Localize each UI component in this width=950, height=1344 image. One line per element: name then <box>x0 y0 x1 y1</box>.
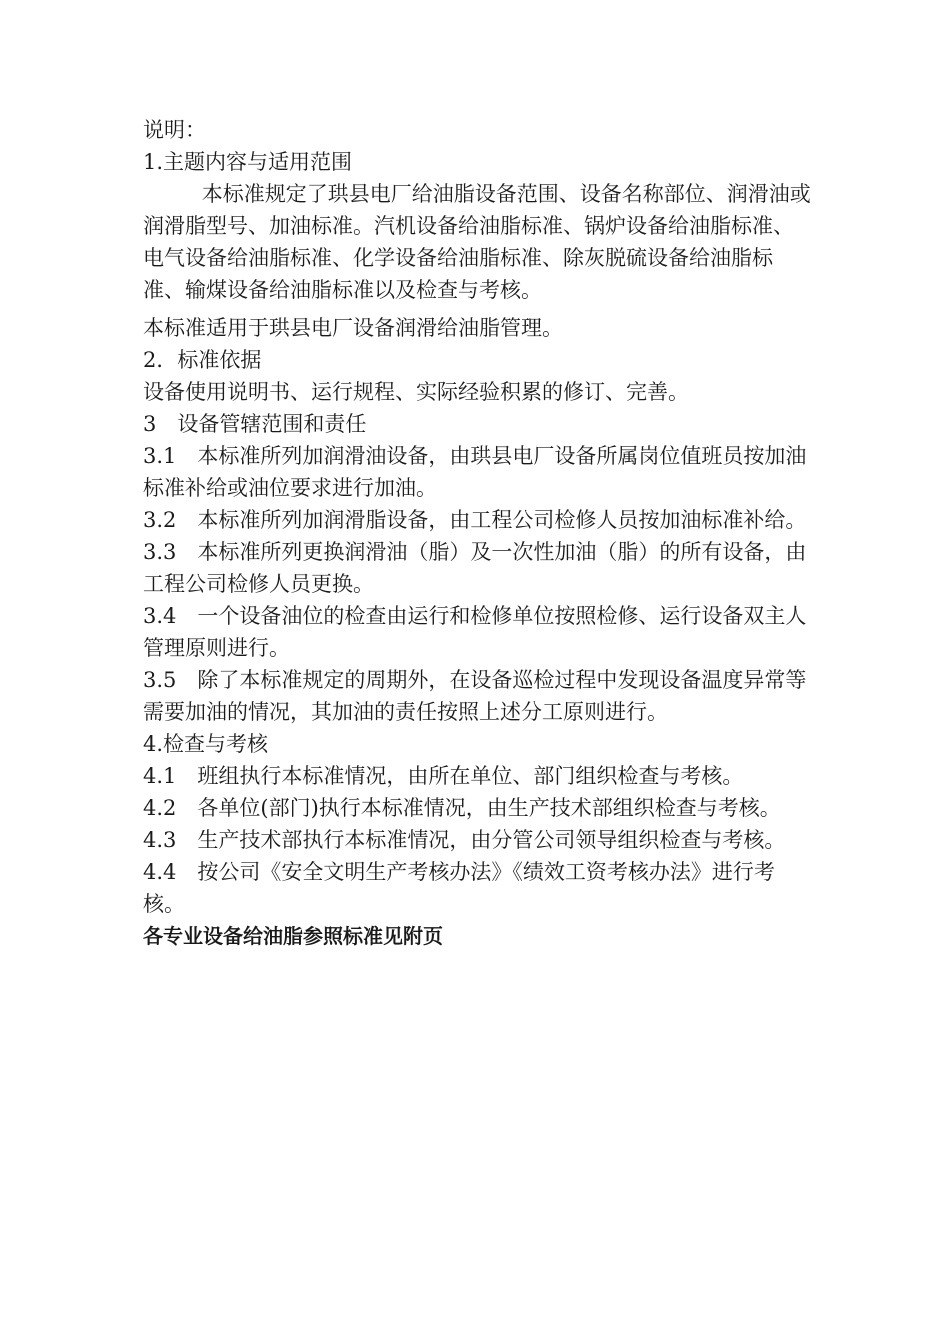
section-3-item: 3.4 一个设备油位的检查由运行和检修单位按照检修、运行设备双主人管理原则进行。 <box>143 604 807 660</box>
section-1-paragraph: 本标准规定了珙县电厂给油脂设备范围、设备名称部位、润滑油或润滑脂型号、加油标准。汽机设备给油脂标准、锅炉设备给油脂标准、电气设备给油脂标准、化学设备给油脂标准、除灰脱硫设备给油脂标准、输煤设备给油脂标准以及检查与考核。 <box>143 182 811 302</box>
document-heading: 说明： <box>143 118 206 142</box>
section-3-item: 3.1 本标准所列加润滑油设备，由珙县电厂设备所属岗位值班员按加油标准补给或油位要求进行加油。 <box>143 444 807 500</box>
section-4-item: 4.2 各单位(部门)执行本标准情况，由生产技术部组织检查与考核。 <box>143 796 781 820</box>
appendix-note: 各专业设备给油脂参照标准见附页 <box>143 924 443 948</box>
section-3-title: 3 设备管辖范围和责任 <box>143 412 367 436</box>
section-2-title: 2．标准依据 <box>143 348 262 372</box>
section-3-item: 3.3 本标准所列更换润滑油（脂）及一次性加油（脂）的所有设备，由工程公司检修人员更换。 <box>143 540 807 596</box>
section-4-item: 4.1 班组执行本标准情况，由所在单位、部门组织检查与考核。 <box>143 764 744 788</box>
section-4-item: 4.4 按公司《安全文明生产考核办法》《绩效工资考核办法》进行考核。 <box>143 860 775 916</box>
section-2-text: 设备使用说明书、运行规程、实际经验积累的修订、完善。 <box>143 380 689 404</box>
section-4-title: 4.检查与考核 <box>143 732 269 756</box>
section-1-title: 1.主题内容与适用范围 <box>143 150 353 174</box>
section-3-item: 3.2 本标准所列加润滑脂设备，由工程公司检修人员按加油标准补给。 <box>143 508 807 532</box>
document-body <box>143 114 813 952</box>
section-4-item: 4.3 生产技术部执行本标准情况，由分管公司领导组织检查与考核。 <box>143 828 786 852</box>
section-1-scope: 本标准适用于珙县电厂设备润滑给油脂管理。 <box>143 316 563 340</box>
section-3-item: 3.5 除了本标准规定的周期外，在设备巡检过程中发现设备温度异常等需要加油的情况，其加油的责任按照上述分工原则进行。 <box>143 668 807 724</box>
